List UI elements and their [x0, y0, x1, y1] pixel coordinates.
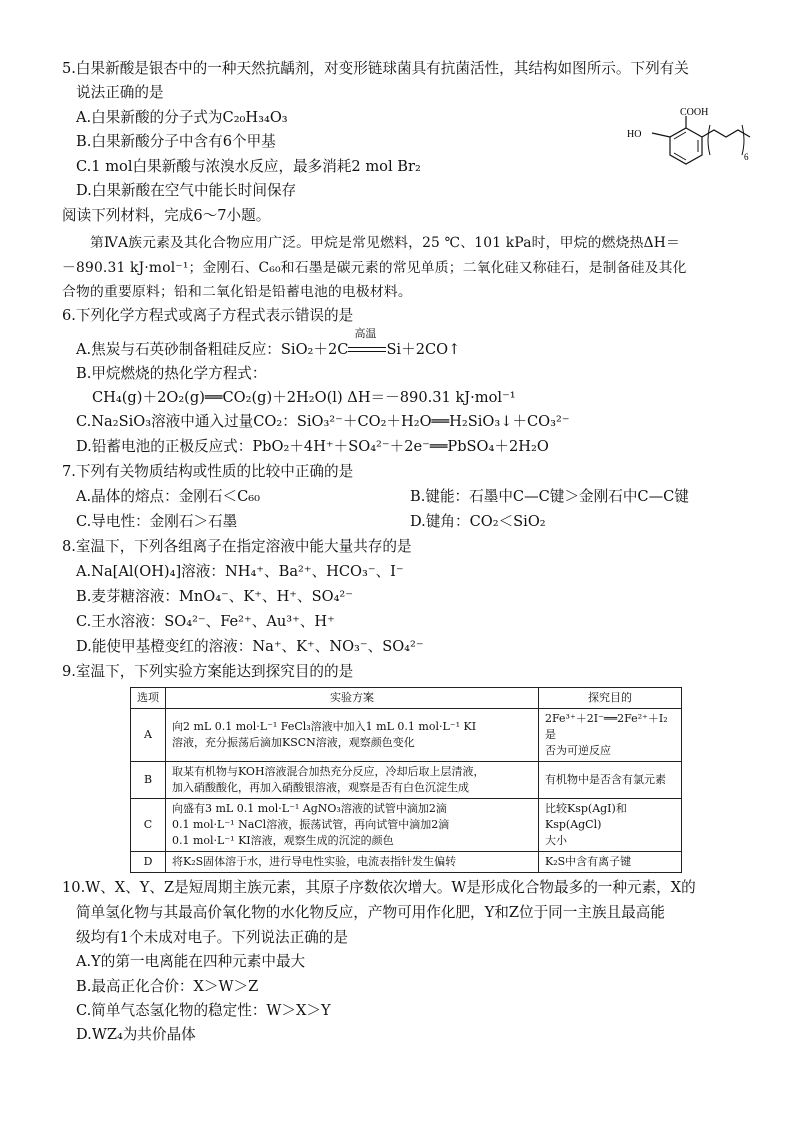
q10-stem-line3: 级均有1个未成对电子。下列说法正确的是	[76, 929, 348, 946]
row-a-plan-line2: 溶液，充分振荡后滴加KSCN溶液，观察颜色变化	[172, 736, 415, 749]
material-line3: 合物的重要原料；铅和二氧化铅是铅蓄电池的电极材料。	[62, 284, 412, 300]
row-c-goal-line2: 大小	[545, 834, 567, 847]
repeat-bracket-right	[742, 125, 744, 155]
reading-instruction: 阅读下列材料，完成6～7小题。	[62, 207, 271, 224]
row-a-option: A	[131, 709, 166, 762]
q10-option-b: B.最高正化合价：X＞W＞Z	[76, 978, 259, 995]
q8-option-d: D.能使甲基橙变红的溶液：Na⁺、K⁺、NO₃⁻、SO₄²⁻	[76, 638, 424, 655]
material-line1: 第ⅣA族元素及其化合物应用广泛。甲烷是常见燃料，25 ℃、101 kPa时，甲烷的燃烧热ΔH＝	[90, 235, 680, 251]
q6-option-a	[76, 327, 461, 361]
q7-option-b: B.键能：石墨中C—C键＞金刚石中C—C键	[410, 488, 689, 505]
q7-option-d: D.键角：CO₂＜SiO₂	[410, 513, 546, 530]
row-c-goal-line1: 比较Ksp(AgI)和Ksp(AgCl)	[545, 802, 627, 831]
row-b-option: B	[131, 762, 166, 799]
q5-stem-line1: 5.白果新酸是银杏中的一种天然抗龋剂，对变形链球菌具有抗菌活性，其结构如图所示。下列有关	[62, 60, 689, 77]
table-header-row	[131, 688, 682, 709]
q9-experiment-table	[130, 687, 682, 873]
header-option: 选项	[131, 688, 166, 709]
row-c-plan-line3: 0.1 mol·L⁻¹ KI溶液，观察生成的沉淀的颜色	[172, 834, 394, 847]
q9-stem: 9.室温下，下列实验方案能达到探究目的的是	[62, 663, 354, 680]
q6-option-b-line2: CH₄(g)＋2O₂(g)══CO₂(g)＋2H₂O(l) ΔH＝－890.31 kJ·mol⁻¹	[92, 389, 516, 406]
table-row	[131, 799, 682, 852]
q6-a-condition: 高温	[354, 327, 377, 340]
row-d-goal	[539, 852, 682, 873]
row-b-plan-line1: 取某有机物与KOH溶液混合加热充分反应，冷却后取上层清液，	[172, 765, 485, 778]
ho-label: HO	[627, 129, 642, 140]
q7-stem: 7.下列有关物质结构或性质的比较中正确的是	[62, 463, 354, 480]
q6-option-d: D.铅蓄电池的正极反应式：PbO₂＋4H⁺＋SO₄²⁻＋2e⁻══PbSO₄＋2H₂O	[76, 438, 549, 455]
header-goal: 探究目的	[539, 688, 682, 709]
cooh-label: COOH	[680, 108, 709, 118]
table-row	[131, 762, 682, 799]
repeat-bracket-left	[708, 125, 710, 155]
table-row	[131, 852, 682, 873]
q8-option-c: C.王水溶液：SO₄²⁻、Fe²⁺、Au³⁺、H⁺	[76, 613, 335, 630]
row-a-plan-line1: 向2 mL 0.1 mol·L⁻¹ FeCl₃溶液中加入1 mL 0.1 mol·L⁻¹ KI	[172, 720, 477, 733]
oh-bond	[652, 133, 670, 137]
q7-option-c: C.导电性：金刚石＞石墨	[76, 513, 238, 530]
header-plan: 实验方案	[166, 688, 539, 709]
row-c-goal	[539, 799, 682, 852]
reaction-arrow	[348, 327, 386, 358]
row-b-goal	[539, 762, 682, 799]
row-a-plan	[166, 709, 539, 762]
q5-option-c: C.1 mol白果新酸与浓溴水反应，最多消耗2 mol Br₂	[76, 158, 421, 175]
row-b-goal-line1: 有机物中是否含有氯元素	[545, 773, 666, 786]
material-line2: －890.31 kJ·mol⁻¹；金刚石、C₆₀和石墨是碳元素的常见单质；二氧化硅又称硅石，是制备硅及其化	[62, 260, 687, 276]
q7-option-a: A.晶体的熔点：金刚石＜C₆₀	[76, 488, 260, 505]
table-row	[131, 709, 682, 762]
q6-option-c: C.Na₂SiO₃溶液中通入过量CO₂：SiO₃²⁻＋CO₂＋H₂O══H₂SiO₃↓＋CO₃²⁻	[76, 413, 570, 430]
row-a-goal-line1: 2Fe³⁺＋2I⁻══2Fe²⁺＋I₂是	[545, 712, 668, 741]
q10-option-d: D.WZ₄为共价晶体	[76, 1026, 196, 1043]
q5-option-b: B.白果新酸分子中含有6个甲基	[76, 133, 276, 150]
q8-option-a: A.Na[Al(OH)₄]溶液：NH₄⁺、Ba²⁺、HCO₃⁻、I⁻	[76, 563, 404, 580]
q6-a-before: A.焦炭与石英砂制备粗硅反应：SiO₂＋2C	[76, 341, 349, 358]
repeat-count: 6	[744, 152, 749, 162]
row-c-plan-line2: 0.1 mol·L⁻¹ NaCl溶液，振荡试管，再向试管中滴加2滴	[172, 818, 450, 831]
q8-stem: 8.室温下，下列各组离子在指定溶液中能大量共存的是	[62, 538, 412, 555]
row-d-plan	[166, 852, 539, 873]
q8-option-b: B.麦芽糖溶液：MnO₄⁻、K⁺、H⁺、SO₄²⁻	[76, 588, 353, 605]
row-d-plan-line1: 将K₂S固体溶于水，进行导电性实验，电流表指针发生偏转	[172, 855, 457, 868]
q10-stem-line2: 简单氢化物与其最高价氧化物的水化物反应，产物可用作化肥，Y和Z位于同一主族且最高能	[76, 904, 665, 921]
q10-option-a: A.Y的第一电离能在四种元素中最大	[76, 953, 306, 970]
q10-stem-line1: 10.W、X、Y、Z是短周期主族元素，其原子序数依次增大。W是形成化合物最多的一种元素，X的	[62, 879, 696, 896]
row-c-option: C	[131, 799, 166, 852]
arrow-line-bottom	[348, 351, 386, 352]
row-b-plan-line2: 加入硝酸酸化，再加入硝酸银溶液，观察是否有白色沉淀生成	[172, 781, 469, 794]
row-b-plan	[166, 762, 539, 799]
row-c-plan	[166, 799, 539, 852]
q6-a-after: Si＋2CO↑	[386, 341, 461, 358]
q5-option-d: D.白果新酸在空气中能长时间保存	[76, 182, 297, 199]
ginkgolic-acid-structure	[622, 108, 772, 178]
arrow-line-top	[348, 347, 386, 348]
benzene-ring	[670, 128, 702, 164]
q10-option-c: C.简单气态氢化物的稳定性：W＞X＞Y	[76, 1002, 331, 1019]
q6-stem: 6.下列化学方程式或离子方程式表示错误的是	[62, 307, 354, 324]
q5-stem-line2: 说法正确的是	[76, 84, 164, 101]
row-a-goal-line2: 否为可逆反应	[545, 744, 611, 757]
row-d-option: D	[131, 852, 166, 873]
q6-option-b-line1: B.甲烷燃烧的热化学方程式：	[76, 365, 267, 382]
q5-option-a: A.白果新酸的分子式为C₂₀H₃₄O₃	[76, 109, 288, 126]
row-a-goal	[539, 709, 682, 762]
row-d-goal-line1: K₂S中含有离子键	[545, 855, 632, 868]
row-c-plan-line1: 向盛有3 mL 0.1 mol·L⁻¹ AgNO₃溶液的试管中滴加2滴	[172, 802, 447, 815]
